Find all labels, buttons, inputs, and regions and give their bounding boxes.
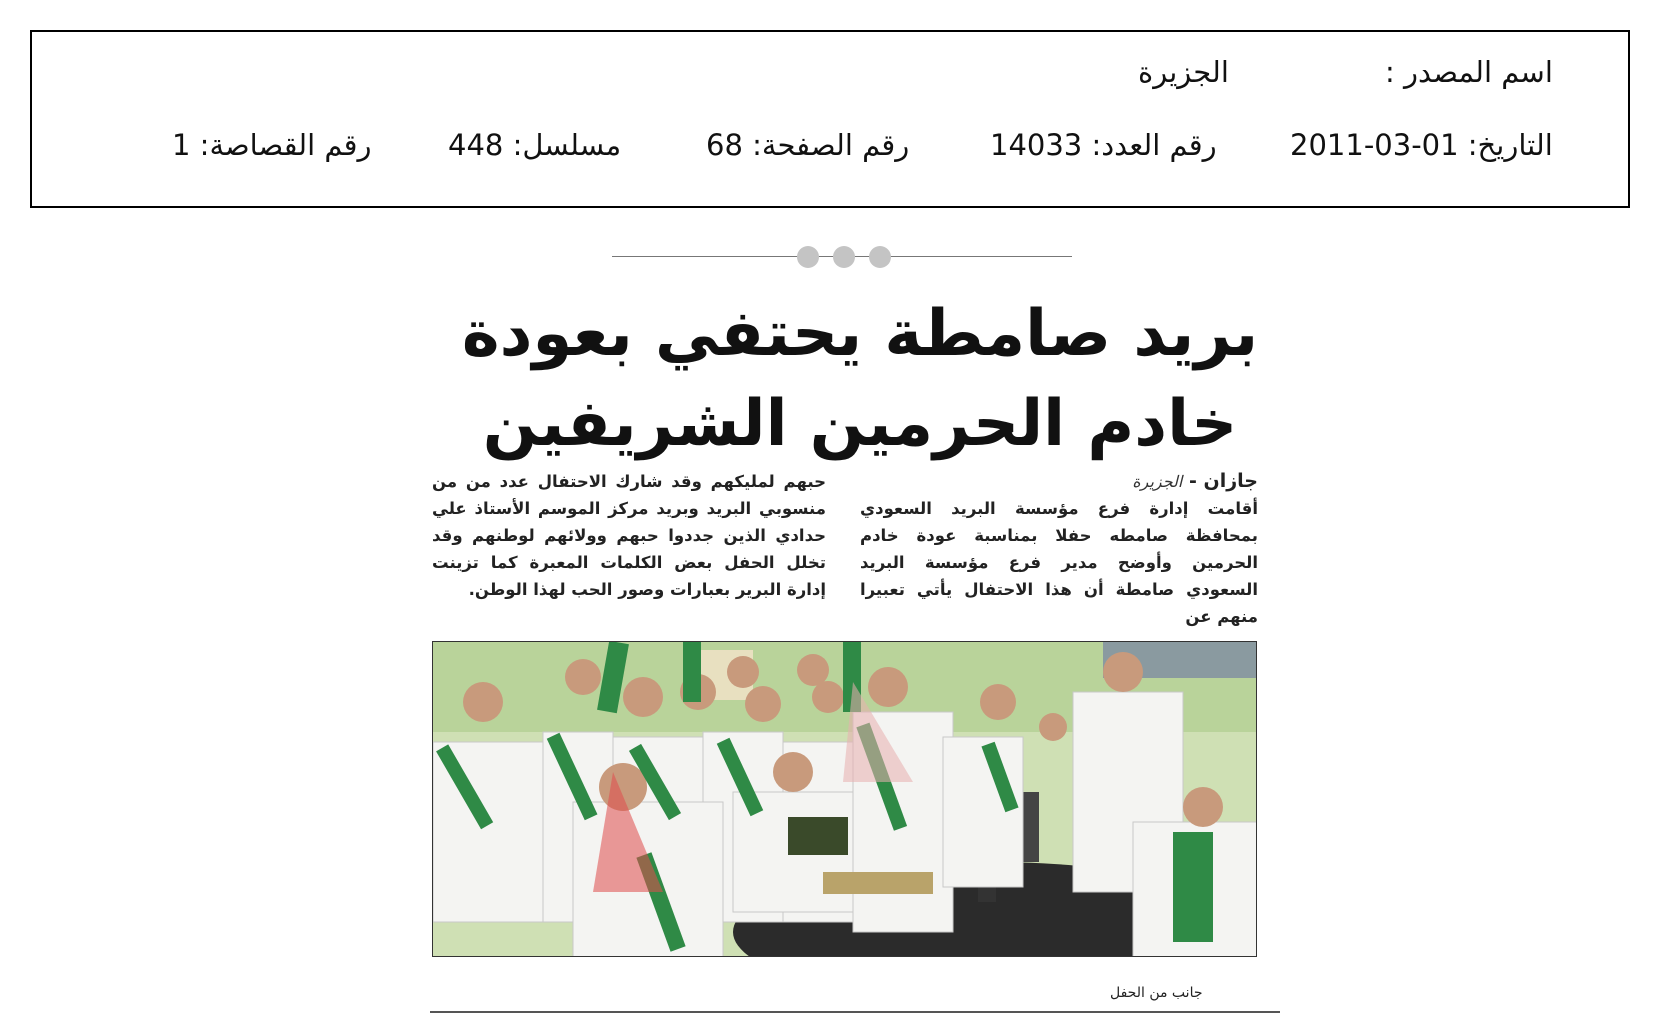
article-body-right: أقامت إدارة فرع مؤسسة البريد السعودي بمحافظة صامطه حفلا بمناسبة عودة خادم الحرمين وأوضح مدير فرع مؤسسة البريد السعودي صامطة أن هذا الاحتفال يأتي تعبيرا منهم عن xyxy=(860,499,1258,626)
byline xyxy=(860,468,1258,495)
serial-number: مسلسل: 448 xyxy=(448,128,622,162)
group-photo-illustration xyxy=(433,642,1257,957)
byline-place: جازان - xyxy=(1189,470,1258,492)
article-photo xyxy=(432,641,1257,957)
divider-dot xyxy=(869,246,891,268)
bottom-rule xyxy=(430,1011,1280,1013)
photo-caption: جانب من الحفل xyxy=(1110,985,1203,1001)
headline-line-1: بريد صامطة يحتفي بعودة xyxy=(461,297,1259,371)
source-value: الجزيرة xyxy=(1138,55,1229,89)
article-column-right xyxy=(860,468,1258,630)
date-field: التاريخ: 01-03-2011 xyxy=(1290,128,1553,162)
source-label: اسم المصدر : xyxy=(1385,55,1553,89)
issue-number: رقم العدد: 14033 xyxy=(990,128,1217,162)
headline-line-2: خادم الحرمين الشريفين xyxy=(482,387,1238,461)
newspaper-logo: الجزيرة xyxy=(1132,472,1183,491)
clip-number: رقم القصاصة: 1 xyxy=(172,128,372,162)
divider-dot xyxy=(833,246,855,268)
page-number: رقم الصفحة: 68 xyxy=(706,128,910,162)
article-body-left: حبهم لمليكهم وقد شارك الاحتفال عدد من من منسوبي البريد وبريد مركز الموسم الأستاذ علي حدادي الذين جددوا حبهم وولائهم لوطنهم وقد تخلل الحفل بعض الكلمات المعبرة كما تزينت إدارة البرير بعبارات وصور الحب لهذا الوطن. xyxy=(432,472,826,599)
divider-dot xyxy=(797,246,819,268)
